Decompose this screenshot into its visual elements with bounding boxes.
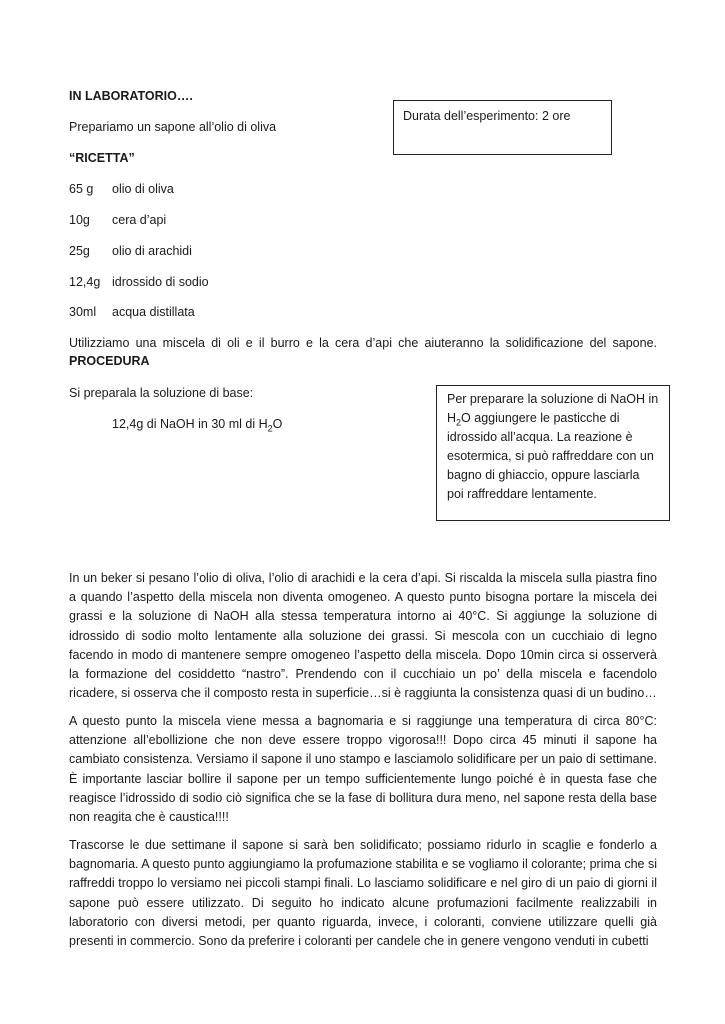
duration-box [393, 100, 612, 155]
paragraph-finishing: Trascorse le due settimane il sapone si sarà ben solidificato; possiamo ridurlo in scaglie e fonderlo a bagnomaria. A questo punto aggiungiamo la profumazione stabilita e se vogliamo il colorante; prima che si raffreddi troppo lo versiamo nei piccoli stampi finali. Lo lasciamo solidificare e nel giro di un paio di giorni il sapone può essere utilizzato. Di seguito ho indicato alcune profumazioni facilmente realizzabili in laboratorio con diversi metodi, per quanto riguarda, invece, i coloranti, conviene utilizzare quelli già presenti in commercio. Sono da preferire i coloranti per candele che in genere vengono venduti in cubetti [69, 838, 657, 949]
ingredient-name: acqua distillata [112, 305, 195, 319]
base-solution-text: Si preparala la soluzione di base: [69, 386, 254, 400]
ingredient-name: olio di oliva [112, 182, 174, 196]
ingredient-name: cera d’api [112, 213, 167, 227]
naoh-box-part2: O aggiungere le pasticche di idrossido all’acqua. La reazione è esotermica, si può raffreddare con un bagno di ghiaccio, oppure lasciarla poi raffreddare lentamente. [447, 411, 654, 501]
procedure-title: PROCEDURA [69, 354, 150, 368]
ingredient-qty: 65 g [69, 182, 94, 196]
naoh-box-part1: Per preparare la soluzione di NaOH in H [447, 392, 659, 425]
naoh-formula-sub: 2 [267, 423, 273, 434]
naoh-formula-part2: O [272, 417, 283, 431]
mix-note: Utilizziamo una miscela di oli e il burro e la cera d’api che aiuteranno la solidificazione del sapone. [69, 336, 657, 350]
naoh-formula [112, 415, 282, 433]
ingredient-name: idrossido di sodio [112, 275, 209, 289]
ingredient-qty: 25g [69, 244, 90, 258]
intro-text: Prepariamo un sapone all’olio di oliva [69, 120, 277, 134]
ingredient-name: olio di arachidi [112, 244, 192, 258]
duration-text: Durata dell’esperimento: 2 ore [403, 109, 571, 123]
naoh-box-sub: 2 [456, 417, 462, 428]
naoh-info-box [436, 385, 670, 521]
ingredient-qty: 30ml [69, 305, 97, 319]
ingredient-qty: 10g [69, 213, 90, 227]
recipe-title: “RICETTA” [69, 151, 135, 165]
paragraph-bagnomaria: A questo punto la miscela viene messa a bagnomaria e si raggiunge una temperatura di circa 80°C: attenzione all’ebollizione che non deve essere troppo vigorosa!!! Dopo circa 45 minuti il sapone ha cambiato consistenza. Versiamo il sapone il uno stampo e lasciamolo solidificare per un paio di settimane. È importante lasciar bollire il sapone per un tempo sufficientemente lungo poiché è in questa fase che reagisce l’idrossido di sodio ciò significa che se la fase di bollitura dura meno, nel sapone resta della base non reagita che è caustica!!!! [69, 714, 657, 825]
paragraph-procedure: In un beker si pesano l’olio di oliva, l’olio di arachidi e la cera d’api. Si riscalda la miscela sulla piastra fino a quando l’aspetto della miscela non diventa omogeneo. A questo punto bisogna portare la miscela dei grassi e la soluzione di NaOH alla stessa temperatura intorno ai 40°C. Si aggiunge la soluzione di idrossido di sodio molto lentamente alla soluzione dei grassi. Si mescola con un cucchiaio di legno facendo in modo di mantenere sempre omogeneo l’aspetto della miscela. Dopo 10min circa si osserverà la formazione del cosiddetto “nastro”. Prendendo con il cucchiaio un po’ della miscela e facendolo ricadere, si osserva che il composto resta in superficie…si è raggiunta la consistenza quasi di un budino… [69, 571, 657, 701]
page-heading: IN LABORATORIO…. [69, 89, 193, 103]
ingredient-qty: 12,4g [69, 275, 101, 289]
naoh-formula-part1: 12,4g di NaOH in 30 ml di H [112, 417, 268, 431]
